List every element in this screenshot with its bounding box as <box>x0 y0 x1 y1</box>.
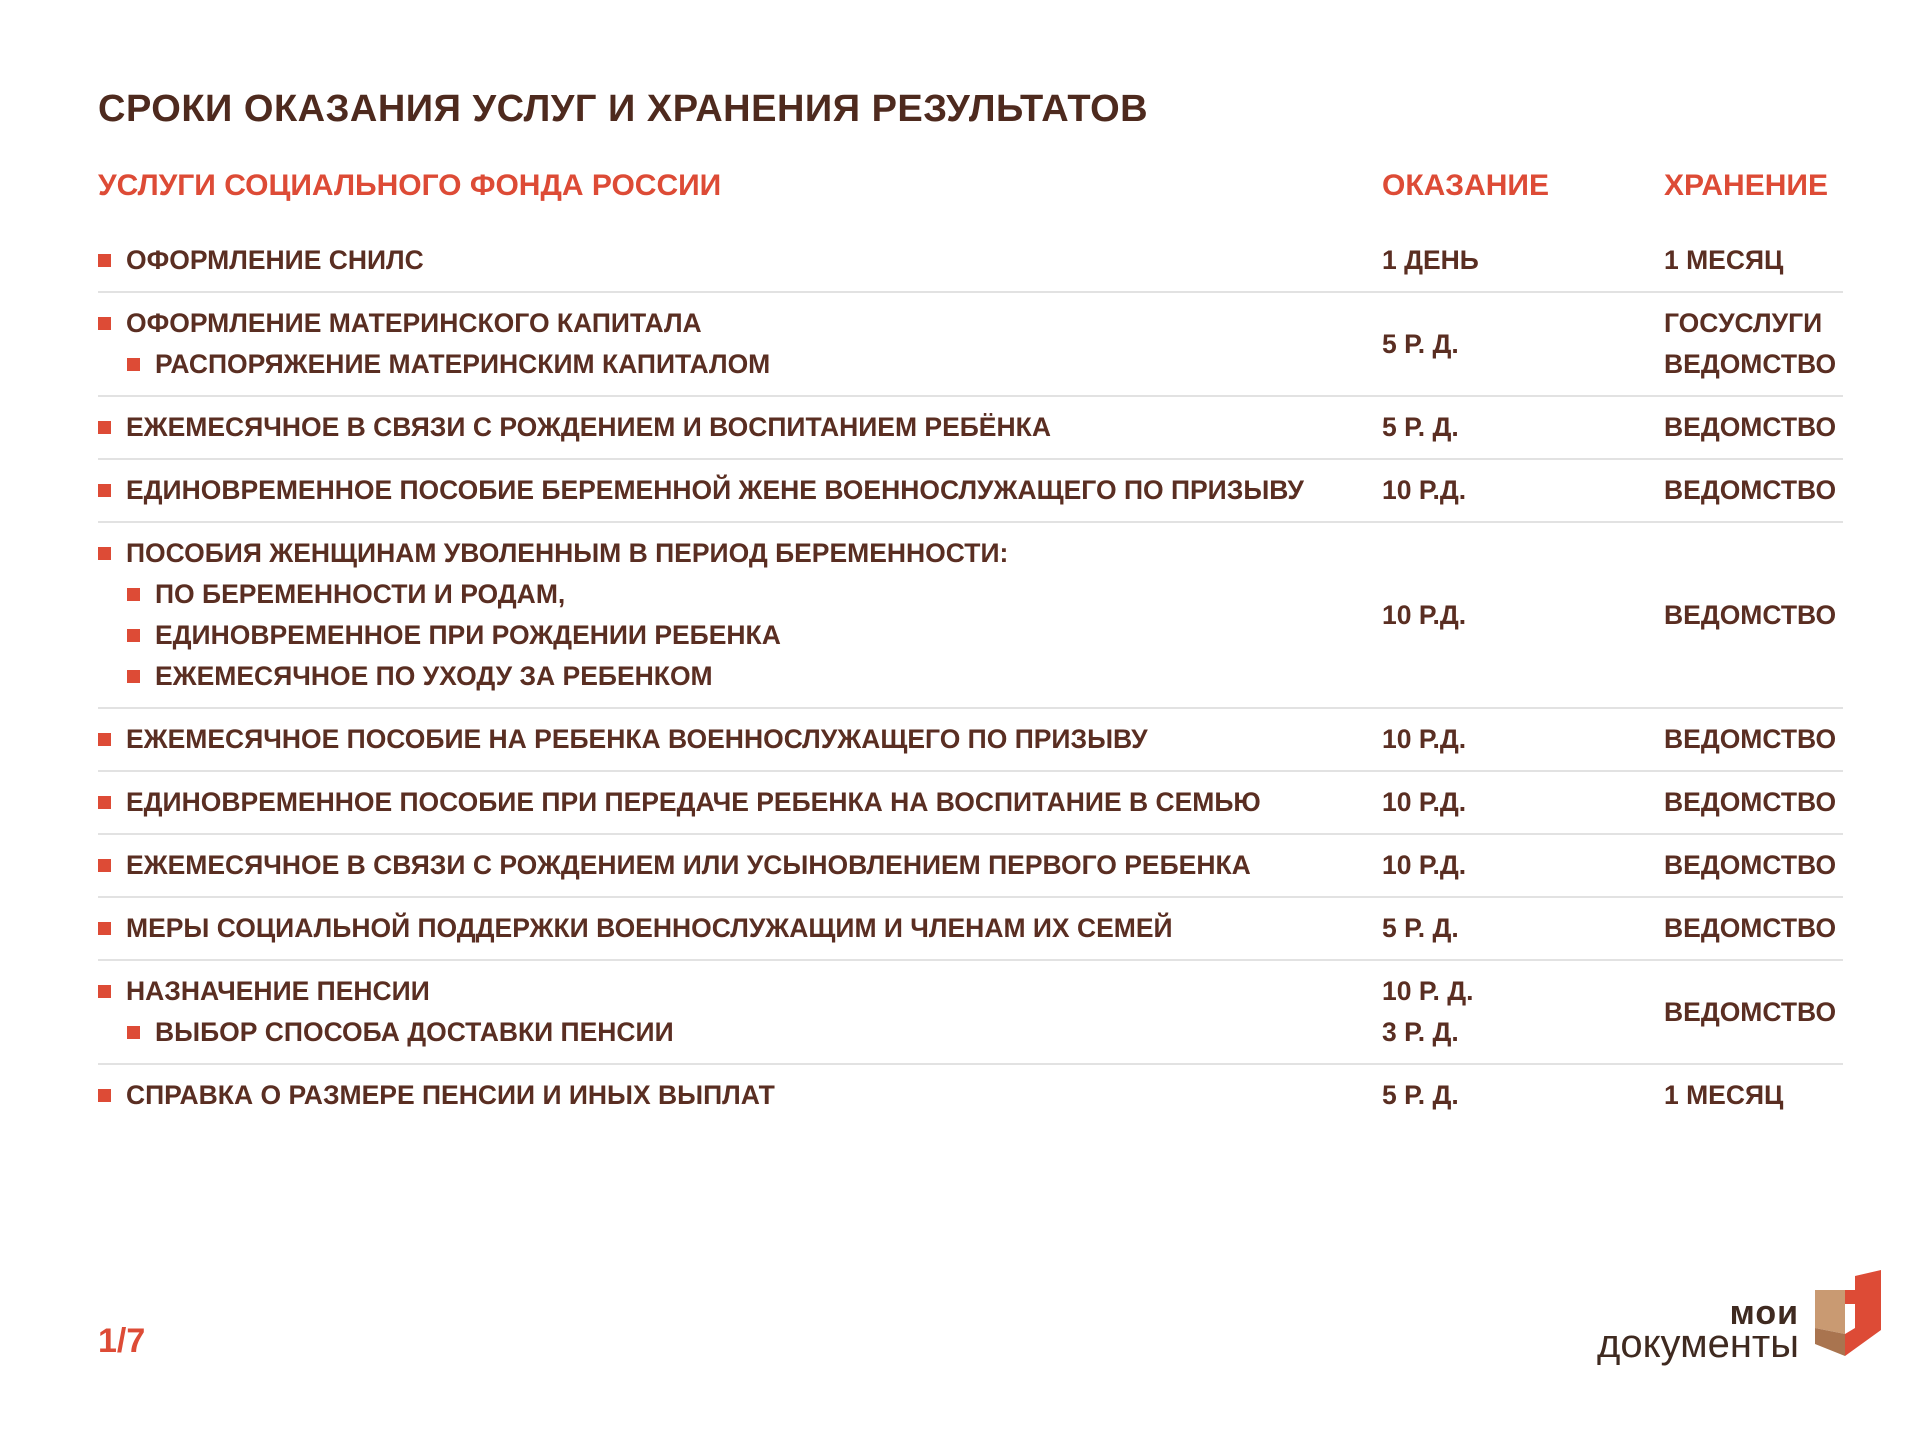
service-name-cell <box>98 293 1382 395</box>
storage-cell <box>1664 407 1843 448</box>
logo-word-top: мои <box>1729 1294 1799 1332</box>
table-row <box>98 523 1843 709</box>
service-label: ЕДИНОВРЕМЕННОЕ ПОСОБИЕ БЕРЕМЕННОЙ ЖЕНЕ ВОЕННОСЛУЖАЩЕГО ПО ПРИЗЫВУ <box>126 475 1304 505</box>
service-name-cell <box>98 772 1382 833</box>
square-bullet-icon <box>127 670 140 683</box>
service-label: ПО БЕРЕМЕННОСТИ И РОДАМ, <box>155 579 566 609</box>
storage-value: 1 МЕСЯЦ <box>1664 1080 1784 1110</box>
service-label: ОФОРМЛЕНИЕ МАТЕРИНСКОГО КАПИТАЛА <box>126 308 702 338</box>
page-title: СРОКИ ОКАЗАНИЯ УСЛУГ И ХРАНЕНИЯ РЕЗУЛЬТАТОВ <box>98 88 1149 130</box>
provision-value: 1 ДЕНЬ <box>1382 245 1479 275</box>
service-item <box>98 845 1382 886</box>
provision-cell <box>1382 470 1664 511</box>
provision-value: 5 Р. Д. <box>1382 412 1459 442</box>
provision-value: 10 Р.Д. <box>1382 724 1467 754</box>
storage-cell <box>1664 470 1843 511</box>
provision-value: 5 Р. Д. <box>1382 1080 1459 1110</box>
service-item <box>98 908 1382 949</box>
storage-cell <box>1664 992 1843 1033</box>
square-bullet-icon <box>98 421 111 434</box>
service-name-cell <box>98 709 1382 770</box>
service-label: ЕЖЕМЕСЯЧНОЕ ПОСОБИЕ НА РЕБЕНКА ВОЕННОСЛУЖАЩЕГО ПО ПРИЗЫВУ <box>126 724 1148 754</box>
service-label: ЕЖЕМЕСЯЧНОЕ В СВЯЗИ С РОЖДЕНИЕМ ИЛИ УСЫНОВЛЕНИЕМ ПЕРВОГО РЕБЕНКА <box>126 850 1251 880</box>
provision-cell <box>1382 407 1664 448</box>
service-label: ВЫБОР СПОСОБА ДОСТАВКИ ПЕНСИИ <box>155 1017 674 1047</box>
provision-cell <box>1382 1075 1664 1116</box>
column-header-provision: ОКАЗАНИЕ <box>1382 169 1550 202</box>
storage-value: ВЕДОМСТВО <box>1664 599 1837 630</box>
sub-service-item <box>98 656 1382 697</box>
provision-value: 10 Р.Д. <box>1382 475 1467 505</box>
storage-cell <box>1664 595 1843 636</box>
column-header-service: УСЛУГИ СОЦИАЛЬНОГО ФОНДА РОССИИ <box>98 169 722 202</box>
provision-cell <box>1382 971 1664 1053</box>
service-name-cell <box>98 460 1382 521</box>
services-table <box>98 150 1843 1126</box>
service-label: ПОСОБИЯ ЖЕНЩИНАМ УВОЛЕННЫМ В ПЕРИОД БЕРЕМЕННОСТИ: <box>126 538 1009 568</box>
service-label: ЕДИНОВРЕМЕННОЕ ПРИ РОЖДЕНИИ РЕБЕНКА <box>155 620 781 650</box>
square-bullet-icon <box>98 922 111 935</box>
table-row <box>98 835 1843 898</box>
service-label: РАСПОРЯЖЕНИЕ МАТЕРИНСКИМ КАПИТАЛОМ <box>155 349 771 379</box>
table-row <box>98 898 1843 961</box>
storage-cell <box>1664 240 1843 281</box>
table-row <box>98 397 1843 460</box>
provision-cell <box>1382 595 1664 636</box>
provision-cell <box>1382 908 1664 949</box>
storage-value: ВЕДОМСТВО <box>1664 787 1837 817</box>
provision-value: 10 Р.Д. <box>1382 787 1467 817</box>
service-name-cell <box>98 835 1382 896</box>
table-row <box>98 961 1843 1065</box>
service-item <box>98 470 1382 511</box>
service-name-cell <box>98 523 1382 707</box>
square-bullet-icon <box>127 1026 140 1039</box>
sub-service-item <box>98 574 1382 615</box>
storage-value: ВЕДОМСТВО <box>1664 349 1837 379</box>
square-bullet-icon <box>98 733 111 746</box>
service-label: ОФОРМЛЕНИЕ СНИЛС <box>126 245 424 275</box>
provision-value: 3 Р. Д. <box>1382 1017 1459 1047</box>
storage-cell <box>1664 719 1843 760</box>
service-item <box>98 719 1382 760</box>
square-bullet-icon <box>127 588 140 601</box>
square-bullet-icon <box>98 1089 111 1102</box>
page-number: 1/7 <box>98 1322 146 1360</box>
table-row <box>98 772 1843 835</box>
service-item <box>98 533 1382 574</box>
service-label: НАЗНАЧЕНИЕ ПЕНСИИ <box>126 976 430 1006</box>
service-label: МЕРЫ СОЦИАЛЬНОЙ ПОДДЕРЖКИ ВОЕННОСЛУЖАЩИМ И ЧЛЕНАМ ИХ СЕМЕЙ <box>126 913 1173 943</box>
service-name-cell <box>98 898 1382 959</box>
storage-value: ВЕДОМСТВО <box>1664 996 1837 1027</box>
table-header <box>98 150 1843 222</box>
provision-value: 10 Р.Д. <box>1382 850 1467 880</box>
service-item <box>98 240 1382 281</box>
square-bullet-icon <box>127 358 140 371</box>
storage-value: ВЕДОМСТВО <box>1664 850 1837 880</box>
sub-service-item <box>98 615 1382 656</box>
service-name-cell <box>98 961 1382 1063</box>
provision-cell <box>1382 719 1664 760</box>
square-bullet-icon <box>98 859 111 872</box>
storage-value: ВЕДОМСТВО <box>1664 475 1837 505</box>
provision-value: 10 Р. Д. <box>1382 976 1474 1006</box>
logo-word-bottom: документы <box>1597 1322 1799 1366</box>
provision-cell <box>1382 324 1664 365</box>
service-name-cell <box>98 230 1382 291</box>
service-label: ЕЖЕМЕСЯЧНОЕ В СВЯЗИ С РОЖДЕНИЕМ И ВОСПИТАНИЕМ РЕБЁНКА <box>126 412 1051 442</box>
square-bullet-icon <box>98 796 111 809</box>
provision-cell <box>1382 782 1664 823</box>
square-bullet-icon <box>98 547 111 560</box>
table-row <box>98 1065 1843 1126</box>
storage-cell <box>1664 845 1843 886</box>
service-item <box>98 407 1382 448</box>
square-bullet-icon <box>127 629 140 642</box>
table-row <box>98 293 1843 397</box>
moi-dokumenty-logo-icon <box>1811 1268 1885 1360</box>
provision-value: 10 Р.Д. <box>1382 599 1467 630</box>
table-row <box>98 709 1843 772</box>
moi-dokumenty-logo <box>1555 1268 1885 1368</box>
storage-value: ВЕДОМСТВО <box>1664 412 1837 442</box>
square-bullet-icon <box>98 317 111 330</box>
storage-cell <box>1664 782 1843 823</box>
service-item <box>98 303 1382 344</box>
service-label: ЕЖЕМЕСЯЧНОЕ ПО УХОДУ ЗА РЕБЕНКОМ <box>155 661 713 691</box>
service-label: СПРАВКА О РАЗМЕРЕ ПЕНСИИ И ИНЫХ ВЫПЛАТ <box>126 1080 775 1110</box>
sub-service-item <box>98 1012 1382 1053</box>
storage-value: ГОСУСЛУГИ <box>1664 308 1823 338</box>
column-header-storage: ХРАНЕНИЕ <box>1664 169 1828 202</box>
sub-service-item <box>98 344 1382 385</box>
square-bullet-icon <box>98 484 111 497</box>
storage-cell <box>1664 303 1843 385</box>
provision-value: 5 Р. Д. <box>1382 913 1459 943</box>
provision-cell <box>1382 240 1664 281</box>
storage-cell <box>1664 1075 1843 1116</box>
provision-cell <box>1382 845 1664 886</box>
service-item <box>98 971 1382 1012</box>
service-item <box>98 782 1382 823</box>
service-name-cell <box>98 1065 1382 1126</box>
storage-value: ВЕДОМСТВО <box>1664 724 1837 754</box>
storage-value: 1 МЕСЯЦ <box>1664 245 1784 275</box>
table-body <box>98 230 1843 1126</box>
square-bullet-icon <box>98 985 111 998</box>
table-row <box>98 230 1843 293</box>
square-bullet-icon <box>98 254 111 267</box>
service-label: ЕДИНОВРЕМЕННОЕ ПОСОБИЕ ПРИ ПЕРЕДАЧЕ РЕБЕНКА НА ВОСПИТАНИЕ В СЕМЬЮ <box>126 787 1261 817</box>
provision-value: 5 Р. Д. <box>1382 328 1459 359</box>
service-name-cell <box>98 397 1382 458</box>
storage-value: ВЕДОМСТВО <box>1664 913 1837 943</box>
storage-cell <box>1664 908 1843 949</box>
table-row <box>98 460 1843 523</box>
service-item <box>98 1075 1382 1116</box>
